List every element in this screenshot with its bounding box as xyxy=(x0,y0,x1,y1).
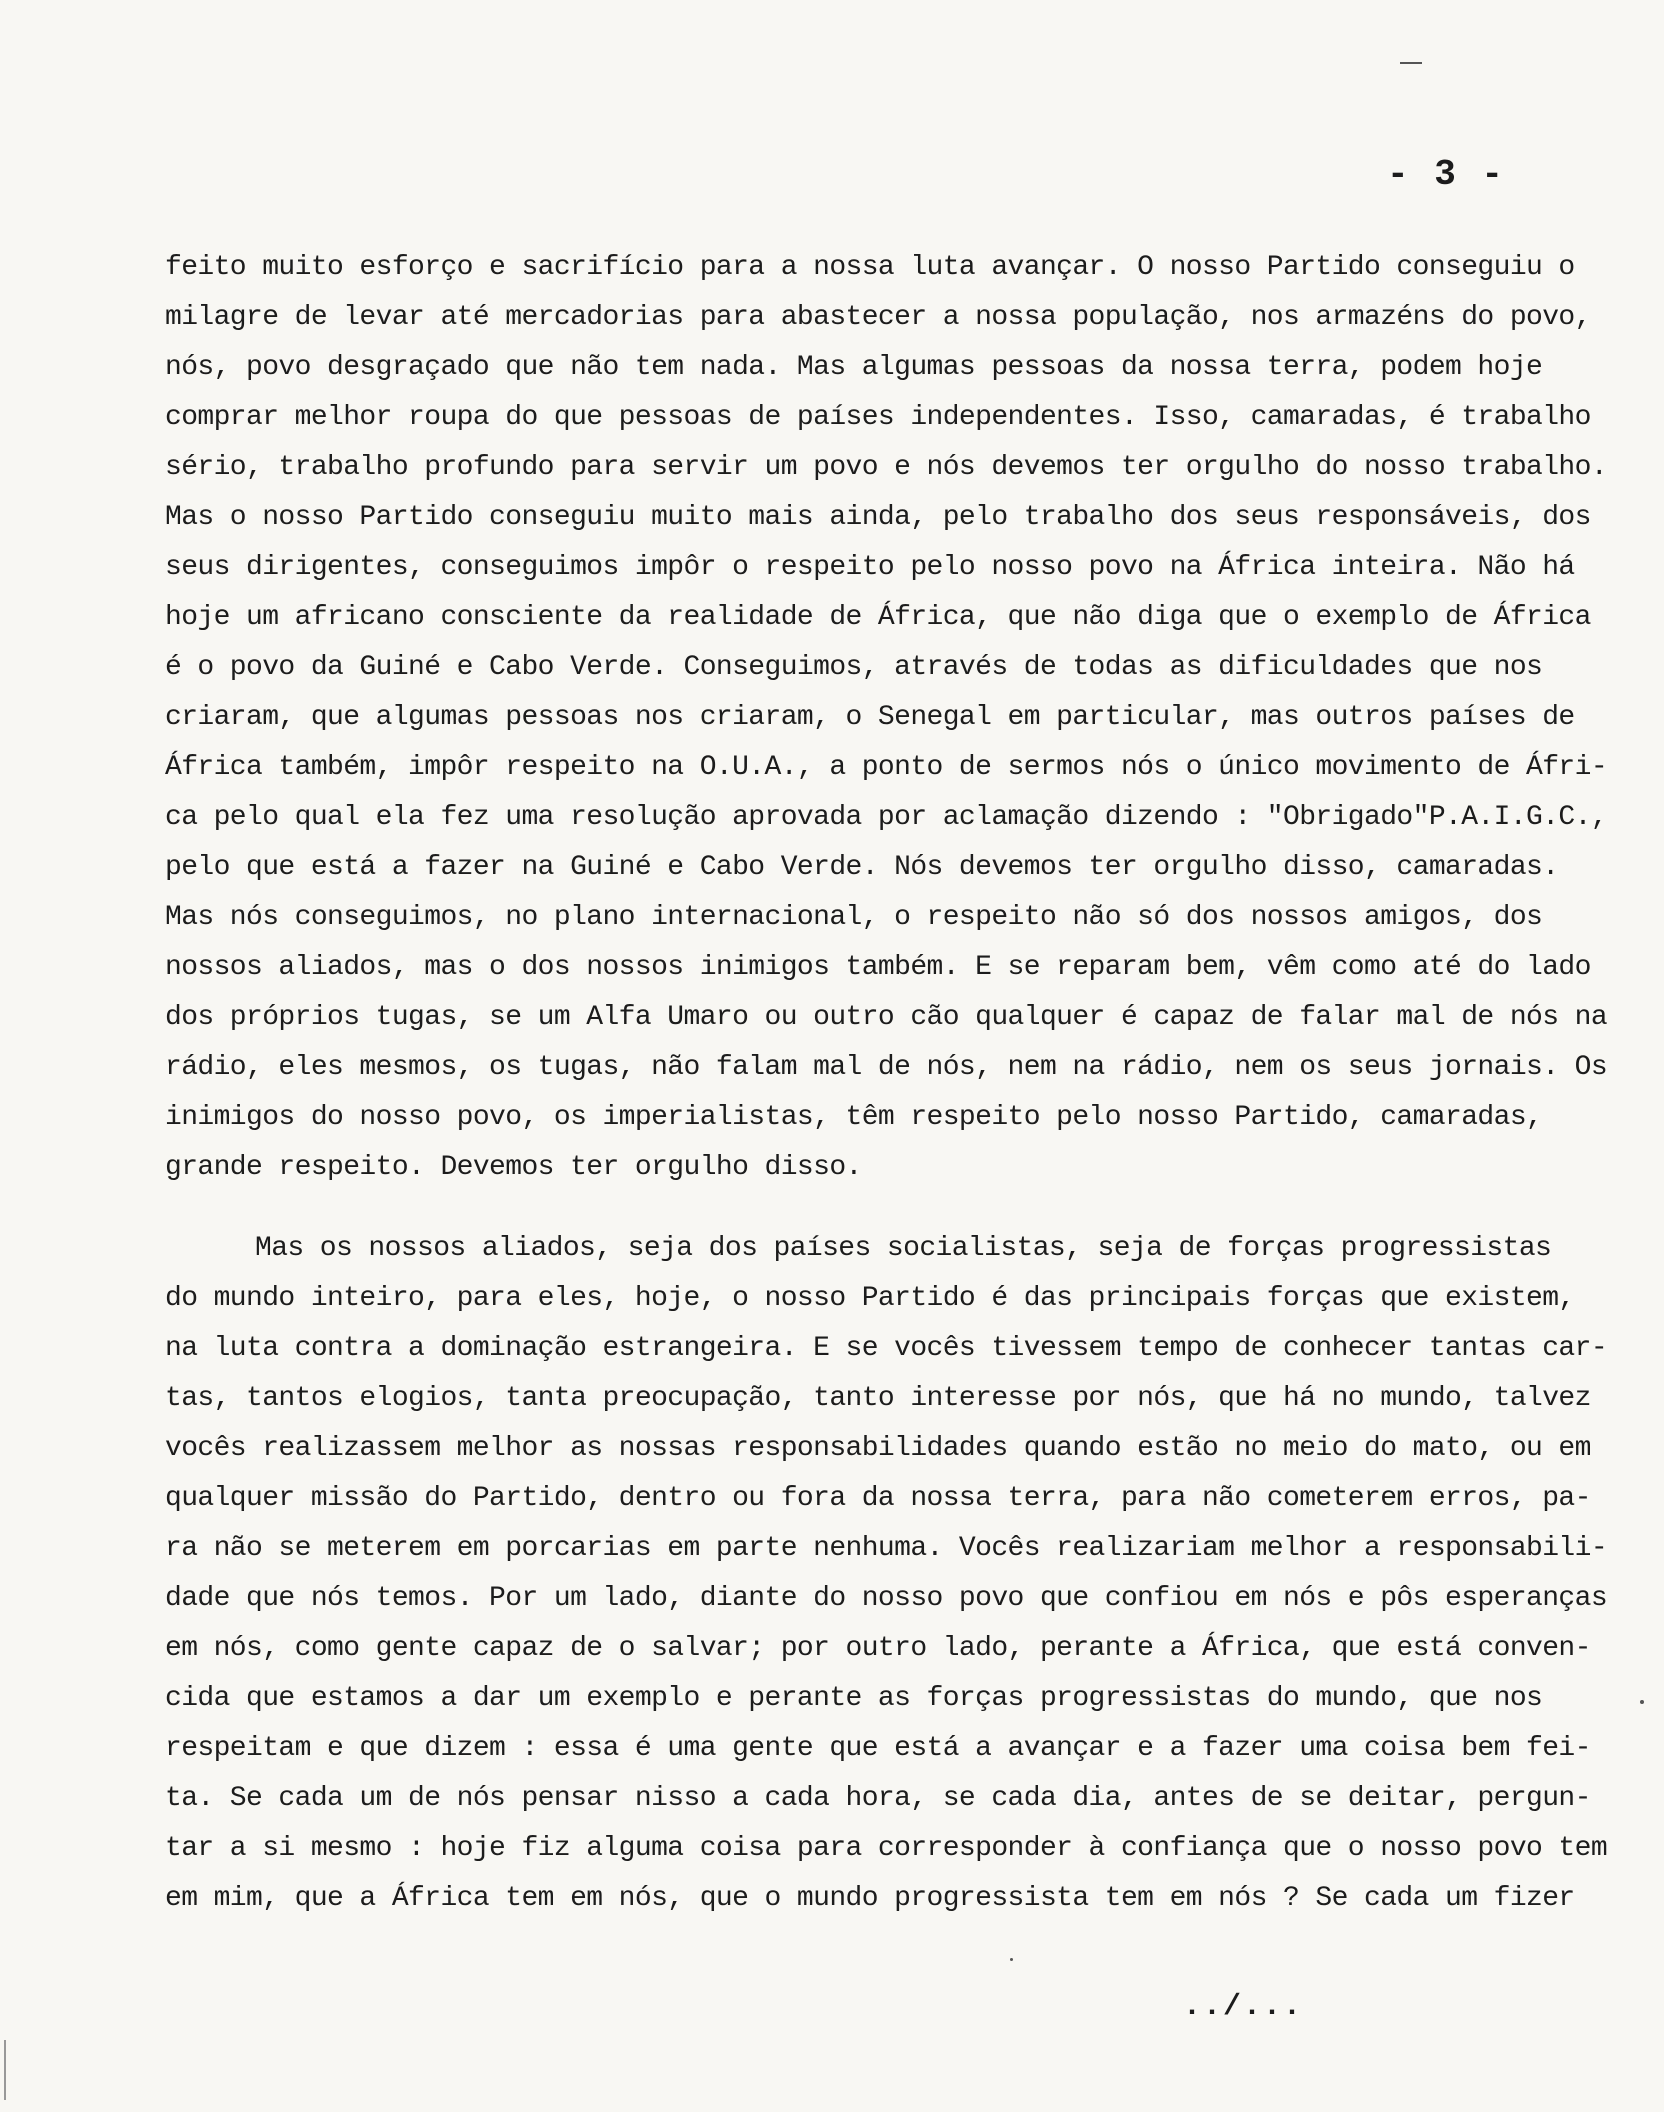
text-line: tar a si mesmo : hoje fiz alguma coisa para corresponder à confiança que o nosso povo tem xyxy=(165,1833,1608,1864)
text-line: vocês realizassem melhor as nossas responsabilidades quando estão no meio do mato, ou em xyxy=(165,1433,1591,1464)
text-line: pelo que está a fazer na Guiné e Cabo Verde. Nós devemos ter orgulho disso, camaradas. xyxy=(165,852,1559,883)
text-line: Mas os nossos aliados, seja dos países socialistas, seja de forças progressistas xyxy=(255,1233,1552,1264)
scan-speck xyxy=(1640,1700,1644,1704)
text-line: ca pelo qual ela fez uma resolução aprovada por aclamação dizendo : "Obrigado"P.A.I.G.C., xyxy=(165,802,1608,833)
text-line: hoje um africano consciente da realidade de África, que não diga que o exemplo de África xyxy=(165,602,1591,633)
text-line: em nós, como gente capaz de o salvar; por outro lado, perante a África, que está conven- xyxy=(165,1633,1591,1664)
text-line: Mas nós conseguimos, no plano internacional, o respeito não só dos nossos amigos, dos xyxy=(165,902,1543,933)
scan-speck xyxy=(1010,1958,1013,1961)
text-line: na luta contra a dominação estrangeira. E se vocês tivessem tempo de conhecer tantas car- xyxy=(165,1333,1608,1364)
text-line: é o povo da Guiné e Cabo Verde. Conseguimos, através de todas as dificuldades que nos xyxy=(165,652,1543,683)
text-line: do mundo inteiro, para eles, hoje, o nosso Partido é das principais forças que existem, xyxy=(165,1283,1575,1314)
text-line: tas, tantos elogios, tanta preocupação, tanto interesse por nós, que há no mundo, talvez xyxy=(165,1383,1591,1414)
text-line: respeitam e que dizem : essa é uma gente que está a avançar e a fazer uma coisa bem fei- xyxy=(165,1733,1591,1764)
text-line: inimigos do nosso povo, os imperialistas, têm respeito pelo nosso Partido, camaradas, xyxy=(165,1102,1543,1133)
text-line: cida que estamos a dar um exemplo e perante as forças progressistas do mundo, que nos xyxy=(165,1683,1543,1714)
text-line: nossos aliados, mas o dos nossos inimigos também. E se reparam bem, vêm como até do lado xyxy=(165,952,1591,983)
text-line: comprar melhor roupa do que pessoas de países independentes. Isso, camaradas, é trabalho xyxy=(165,402,1591,433)
continuation-mark: ../... xyxy=(1183,1990,1304,2024)
text-line: ta. Se cada um de nós pensar nisso a cada hora, se cada dia, antes de se deitar, pergun- xyxy=(165,1783,1591,1814)
text-line: Mas o nosso Partido conseguiu muito mais ainda, pelo trabalho dos seus responsáveis, dos xyxy=(165,502,1591,533)
text-line: seus dirigentes, conseguimos impôr o respeito pelo nosso povo na África inteira. Não há xyxy=(165,552,1575,583)
scan-speck xyxy=(1400,62,1422,64)
page-number: - 3 - xyxy=(1387,154,1506,195)
text-line: dos próprios tugas, se um Alfa Umaro ou outro cão qualquer é capaz de falar mal de nós na xyxy=(165,1002,1608,1033)
text-line: feito muito esforço e sacrifício para a nossa luta avançar. O nosso Partido conseguiu o xyxy=(165,252,1575,283)
text-line: nós, povo desgraçado que não tem nada. Mas algumas pessoas da nossa terra, podem hoje xyxy=(165,352,1543,383)
text-line: África também, impôr respeito na O.U.A., a ponto de sermos nós o único movimento de Áfri- xyxy=(165,752,1608,783)
text-line: sério, trabalho profundo para servir um povo e nós devemos ter orgulho do nosso trabalho. xyxy=(165,452,1608,483)
text-line: rádio, eles mesmos, os tugas, não falam mal de nós, nem na rádio, nem os seus jornais. Os xyxy=(165,1052,1608,1083)
text-line: criaram, que algumas pessoas nos criaram, o Senegal em particular, mas outros países de xyxy=(165,702,1575,733)
scan-edge-mark xyxy=(4,2040,6,2100)
text-line: grande respeito. Devemos ter orgulho disso. xyxy=(165,1152,862,1183)
text-line: em mim, que a África tem em nós, que o mundo progressista tem em nós ? Se cada um fizer xyxy=(165,1883,1575,1914)
text-line: dade que nós temos. Por um lado, diante do nosso povo que confiou em nós e pôs esperanças xyxy=(165,1583,1608,1614)
text-line: qualquer missão do Partido, dentro ou fora da nossa terra, para não cometerem erros, pa- xyxy=(165,1483,1591,1514)
text-line: milagre de levar até mercadorias para abastecer a nossa população, nos armazéns do povo, xyxy=(165,302,1591,333)
text-line: ra não se meterem em porcarias em parte nenhuma. Vocês realizariam melhor a responsabili- xyxy=(165,1533,1608,1564)
